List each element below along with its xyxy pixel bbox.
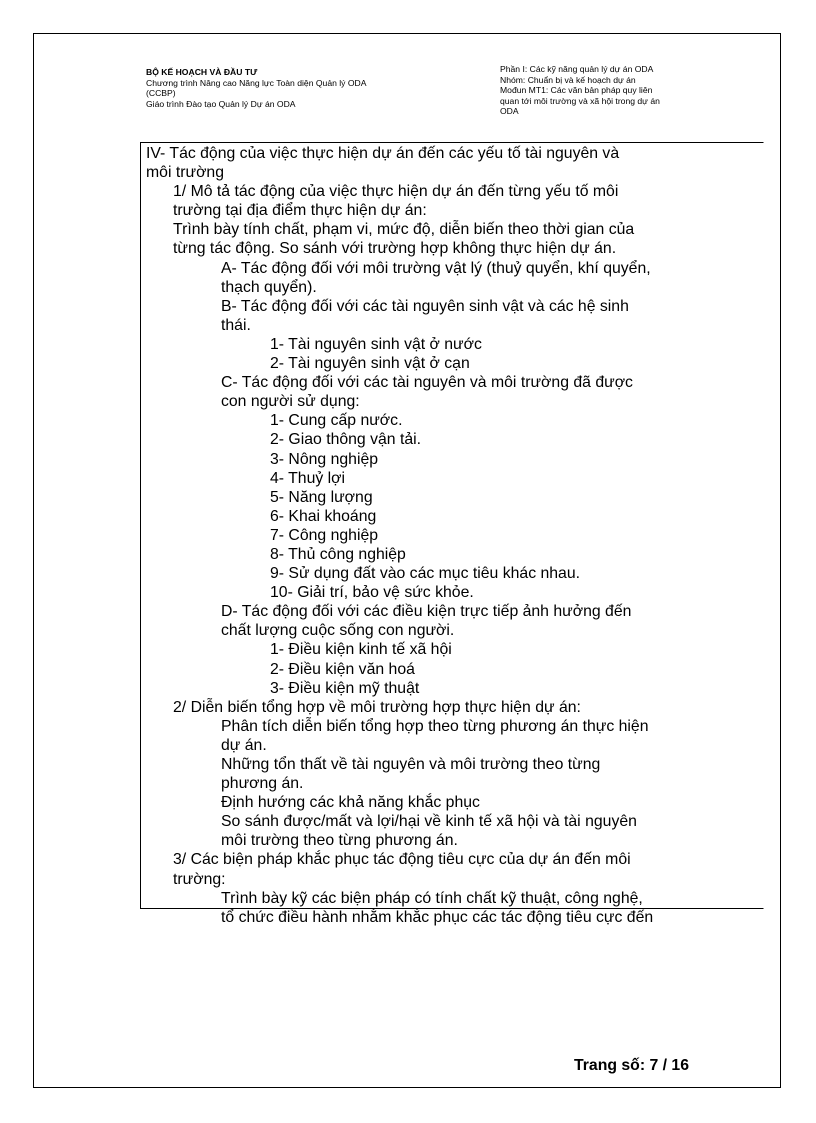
header-left xyxy=(146,67,446,109)
list-item: 1- Điều kiện kinh tế xã hội xyxy=(270,641,452,659)
text-line: Phân tích diễn biến tổng hợp theo từng phương án thực hiện xyxy=(221,717,649,735)
subsection-1-heading-cont: trường tại địa điểm thực hiện dự án: xyxy=(173,202,427,220)
text-line: Những tổn thất về tài nguyên và môi trường theo từng xyxy=(221,756,601,773)
list-item: 3- Điều kiện mỹ thuật xyxy=(270,679,420,697)
module-title-2: quan tới môi trường và xã hội trong dự án xyxy=(500,95,660,106)
list-item: 3- Nông nghiệp xyxy=(270,450,379,468)
text-line: tổ chức điều hành nhằm khắc phục các tác động tiêu cực đến xyxy=(221,908,654,926)
document-body xyxy=(146,144,762,927)
item-b: B- Tác động đối với các tài nguyên sinh vật và các hệ sinh xyxy=(221,297,629,315)
list-item: 10- Giải trí, bảo vệ sức khỏe. xyxy=(270,584,474,602)
text-line: từng tác động. So sánh với trường hợp không thực hiện dự án. xyxy=(173,240,617,258)
subsection-3-heading-cont: trường: xyxy=(173,870,226,888)
list-item: 2- Điều kiện văn hoá xyxy=(270,660,415,678)
list-item: 7- Công nghiệp xyxy=(270,526,379,544)
list-item: 2- Giao thông vận tải. xyxy=(270,431,422,449)
module-title-1: Mođun MT1: Các văn bản pháp quy liên xyxy=(500,85,653,95)
item-d: D- Tác động đối với các điều kiện trực tiếp ảnh hưởng đến xyxy=(221,603,632,621)
text-line: Trình bày kỹ các biện pháp có tính chất kỹ thuật, công nghệ, xyxy=(221,889,643,907)
list-item: 8- Thủ công nghiệp xyxy=(270,545,406,563)
list-item: 1- Tài nguyên sinh vật ở nước xyxy=(270,335,482,353)
header-right xyxy=(500,64,740,117)
list-item: 1- Cung cấp nước. xyxy=(270,412,403,430)
module-title-3: ODA xyxy=(500,106,519,116)
program-name: Chương trình Nâng cao Năng lực Toàn diện Quản lý ODA xyxy=(146,77,367,88)
item-c: C- Tác động đối với các tài nguyên và môi trường đã được xyxy=(221,374,633,392)
text-line: So sánh được/mất và lợi/hại về kinh tế xã hội và tài nguyên xyxy=(221,813,637,831)
list-item: 9- Sử dụng đất vào các mục tiêu khác nhau. xyxy=(270,565,581,583)
item-a-cont: thạch quyển). xyxy=(221,278,317,296)
text-line: Định hướng các khả năng khắc phục xyxy=(221,794,480,812)
program-code: (CCBP) xyxy=(146,88,176,98)
subsection-1-heading: 1/ Mô tả tác động của việc thực hiện dự án đến từng yếu tố môi xyxy=(173,183,619,201)
ministry-name: BỘ KẾ HOẠCH VÀ ĐẦU TƯ xyxy=(146,67,258,77)
item-d-cont: chất lượng cuộc sống con người. xyxy=(221,622,455,640)
curriculum-name: Giáo trình Đào tạo Quản lý Dự án ODA xyxy=(146,98,296,109)
text-line: Trình bày tính chất, phạm vi, mức độ, diễn biến theo thời gian của xyxy=(173,221,635,239)
subsection-3-heading: 3/ Các biện pháp khắc phục tác động tiêu cực của dự án đến môi xyxy=(173,851,631,869)
item-a: A- Tác động đối với môi trường vật lý (thuỷ quyển, khí quyển, xyxy=(221,259,651,277)
list-item: 2- Tài nguyên sinh vật ở cạn xyxy=(270,355,470,373)
list-item: 5- Năng lượng xyxy=(270,488,373,506)
item-c-cont: con người sử dụng: xyxy=(221,393,360,411)
page-number: Trang số: 7 / 16 xyxy=(574,1057,690,1074)
section-heading: IV- Tác động của việc thực hiện dự án đến các yếu tố tài nguyên và xyxy=(146,145,620,162)
item-b-cont: thái. xyxy=(221,316,251,334)
text-line: dự án. xyxy=(221,736,267,754)
part-title: Phần I: Các kỹ năng quản lý dự án ODA xyxy=(500,64,654,74)
group-title: Nhóm: Chuẩn bị và kế hoạch dự án xyxy=(500,74,636,85)
subsection-2-heading: 2/ Diễn biến tổng hợp về môi trường hợp thực hiện dự án: xyxy=(173,698,581,716)
text-line: môi trường theo từng phương án. xyxy=(221,832,458,850)
list-item: 4- Thuỷ lợi xyxy=(270,469,346,487)
text-line: phương án. xyxy=(221,775,304,793)
section-heading-cont: môi trường xyxy=(146,164,224,182)
list-item: 6- Khai khoáng xyxy=(270,507,377,525)
